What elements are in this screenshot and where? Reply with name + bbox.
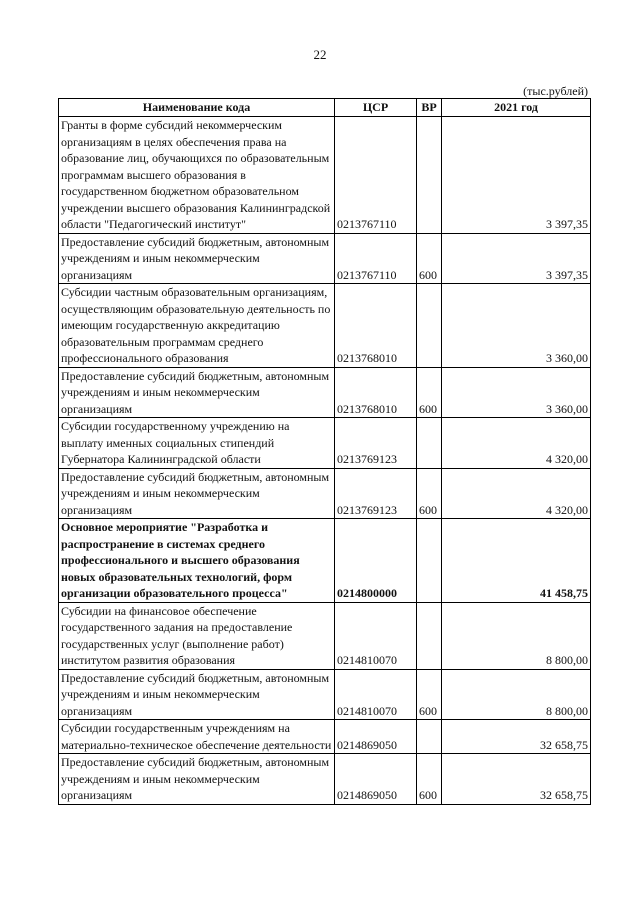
row-csr: 0214800000	[335, 519, 417, 603]
table-row	[59, 602, 591, 669]
row-csr: 0213769123	[335, 418, 417, 469]
row-vr: 600	[417, 754, 442, 805]
row-sum: 8 800,00	[442, 602, 591, 669]
table-row	[59, 367, 591, 418]
table-row	[59, 669, 591, 720]
table-row	[59, 754, 591, 805]
row-csr: 0214810070	[335, 669, 417, 720]
row-csr: 0213767110	[335, 233, 417, 284]
table-header-row	[59, 99, 591, 117]
row-sum: 3 397,35	[442, 117, 591, 234]
row-sum: 3 360,00	[442, 284, 591, 368]
row-sum: 41 458,75	[442, 519, 591, 603]
row-vr	[417, 519, 442, 603]
row-name: Основное мероприятие "Разработка и распространение в системах среднего профессионального и высшего образования новых образовательных технологий, форм организации образовательного процесса"	[59, 519, 335, 603]
row-name: Гранты в форме субсидий некоммерческим организациям в целях обеспечения права на образование лиц, обучающихся по образовательным программам высшего образования в государственном бюджетном образовательном учреждении высшего образования Калининградской области "Педагогический институт"	[59, 117, 335, 234]
row-name: Субсидии на финансовое обеспечение государственного задания на предоставление государственных услуг (выполнение работ) институтом развития образования	[59, 602, 335, 669]
row-csr: 0213768010	[335, 284, 417, 368]
row-vr: 600	[417, 233, 442, 284]
row-csr: 0213767110	[335, 117, 417, 234]
table-row	[59, 418, 591, 469]
row-vr: 600	[417, 468, 442, 519]
row-name: Предоставление субсидий бюджетным, автономным учреждениям и иным некоммерческим организациям	[59, 669, 335, 720]
header-csr: ЦСР	[335, 99, 417, 117]
header-vr: ВР	[417, 99, 442, 117]
budget-table	[58, 98, 591, 805]
row-name: Предоставление субсидий бюджетным, автономным учреждениям и иным некоммерческим организациям	[59, 468, 335, 519]
row-csr: 0214810070	[335, 602, 417, 669]
table-row	[59, 519, 591, 603]
row-vr	[417, 284, 442, 368]
table-row	[59, 117, 591, 234]
row-sum: 32 658,75	[442, 754, 591, 805]
row-vr	[417, 418, 442, 469]
page-number: 22	[313, 47, 327, 62]
row-vr	[417, 602, 442, 669]
header-year: 2021 год	[442, 99, 591, 117]
table-row	[59, 233, 591, 284]
row-vr: 600	[417, 669, 442, 720]
row-sum: 4 320,00	[442, 418, 591, 469]
row-sum: 3 360,00	[442, 367, 591, 418]
row-vr: 600	[417, 367, 442, 418]
row-name: Субсидии государственному учреждению на выплату именных социальных стипендий Губернатора Калининградской области	[59, 418, 335, 469]
row-name: Предоставление субсидий бюджетным, автономным учреждениям и иным некоммерческим организациям	[59, 754, 335, 805]
header-name: Наименование кода	[59, 99, 335, 117]
table-row	[59, 468, 591, 519]
table-row	[59, 284, 591, 368]
row-csr: 0213768010	[335, 367, 417, 418]
row-vr	[417, 720, 442, 754]
row-sum: 3 397,35	[442, 233, 591, 284]
row-csr: 0213769123	[335, 468, 417, 519]
row-csr: 0214869050	[335, 720, 417, 754]
row-name: Предоставление субсидий бюджетным, автономным учреждениям и иным некоммерческим организациям	[59, 233, 335, 284]
row-vr	[417, 117, 442, 234]
row-sum: 4 320,00	[442, 468, 591, 519]
table-row	[59, 720, 591, 754]
row-name: Субсидии государственным учреждениям на материально-техническое обеспечение деятельности	[59, 720, 335, 754]
row-name: Субсидии частным образовательным организациям, осуществляющим образовательную деятельность по имеющим государственную аккредитацию образовательным программам среднего профессионального образования	[59, 284, 335, 368]
row-name: Предоставление субсидий бюджетным, автономным учреждениям и иным некоммерческим организациям	[59, 367, 335, 418]
row-sum: 8 800,00	[442, 669, 591, 720]
units-label: (тыс.рублей)	[523, 84, 588, 98]
row-sum: 32 658,75	[442, 720, 591, 754]
row-csr: 0214869050	[335, 754, 417, 805]
